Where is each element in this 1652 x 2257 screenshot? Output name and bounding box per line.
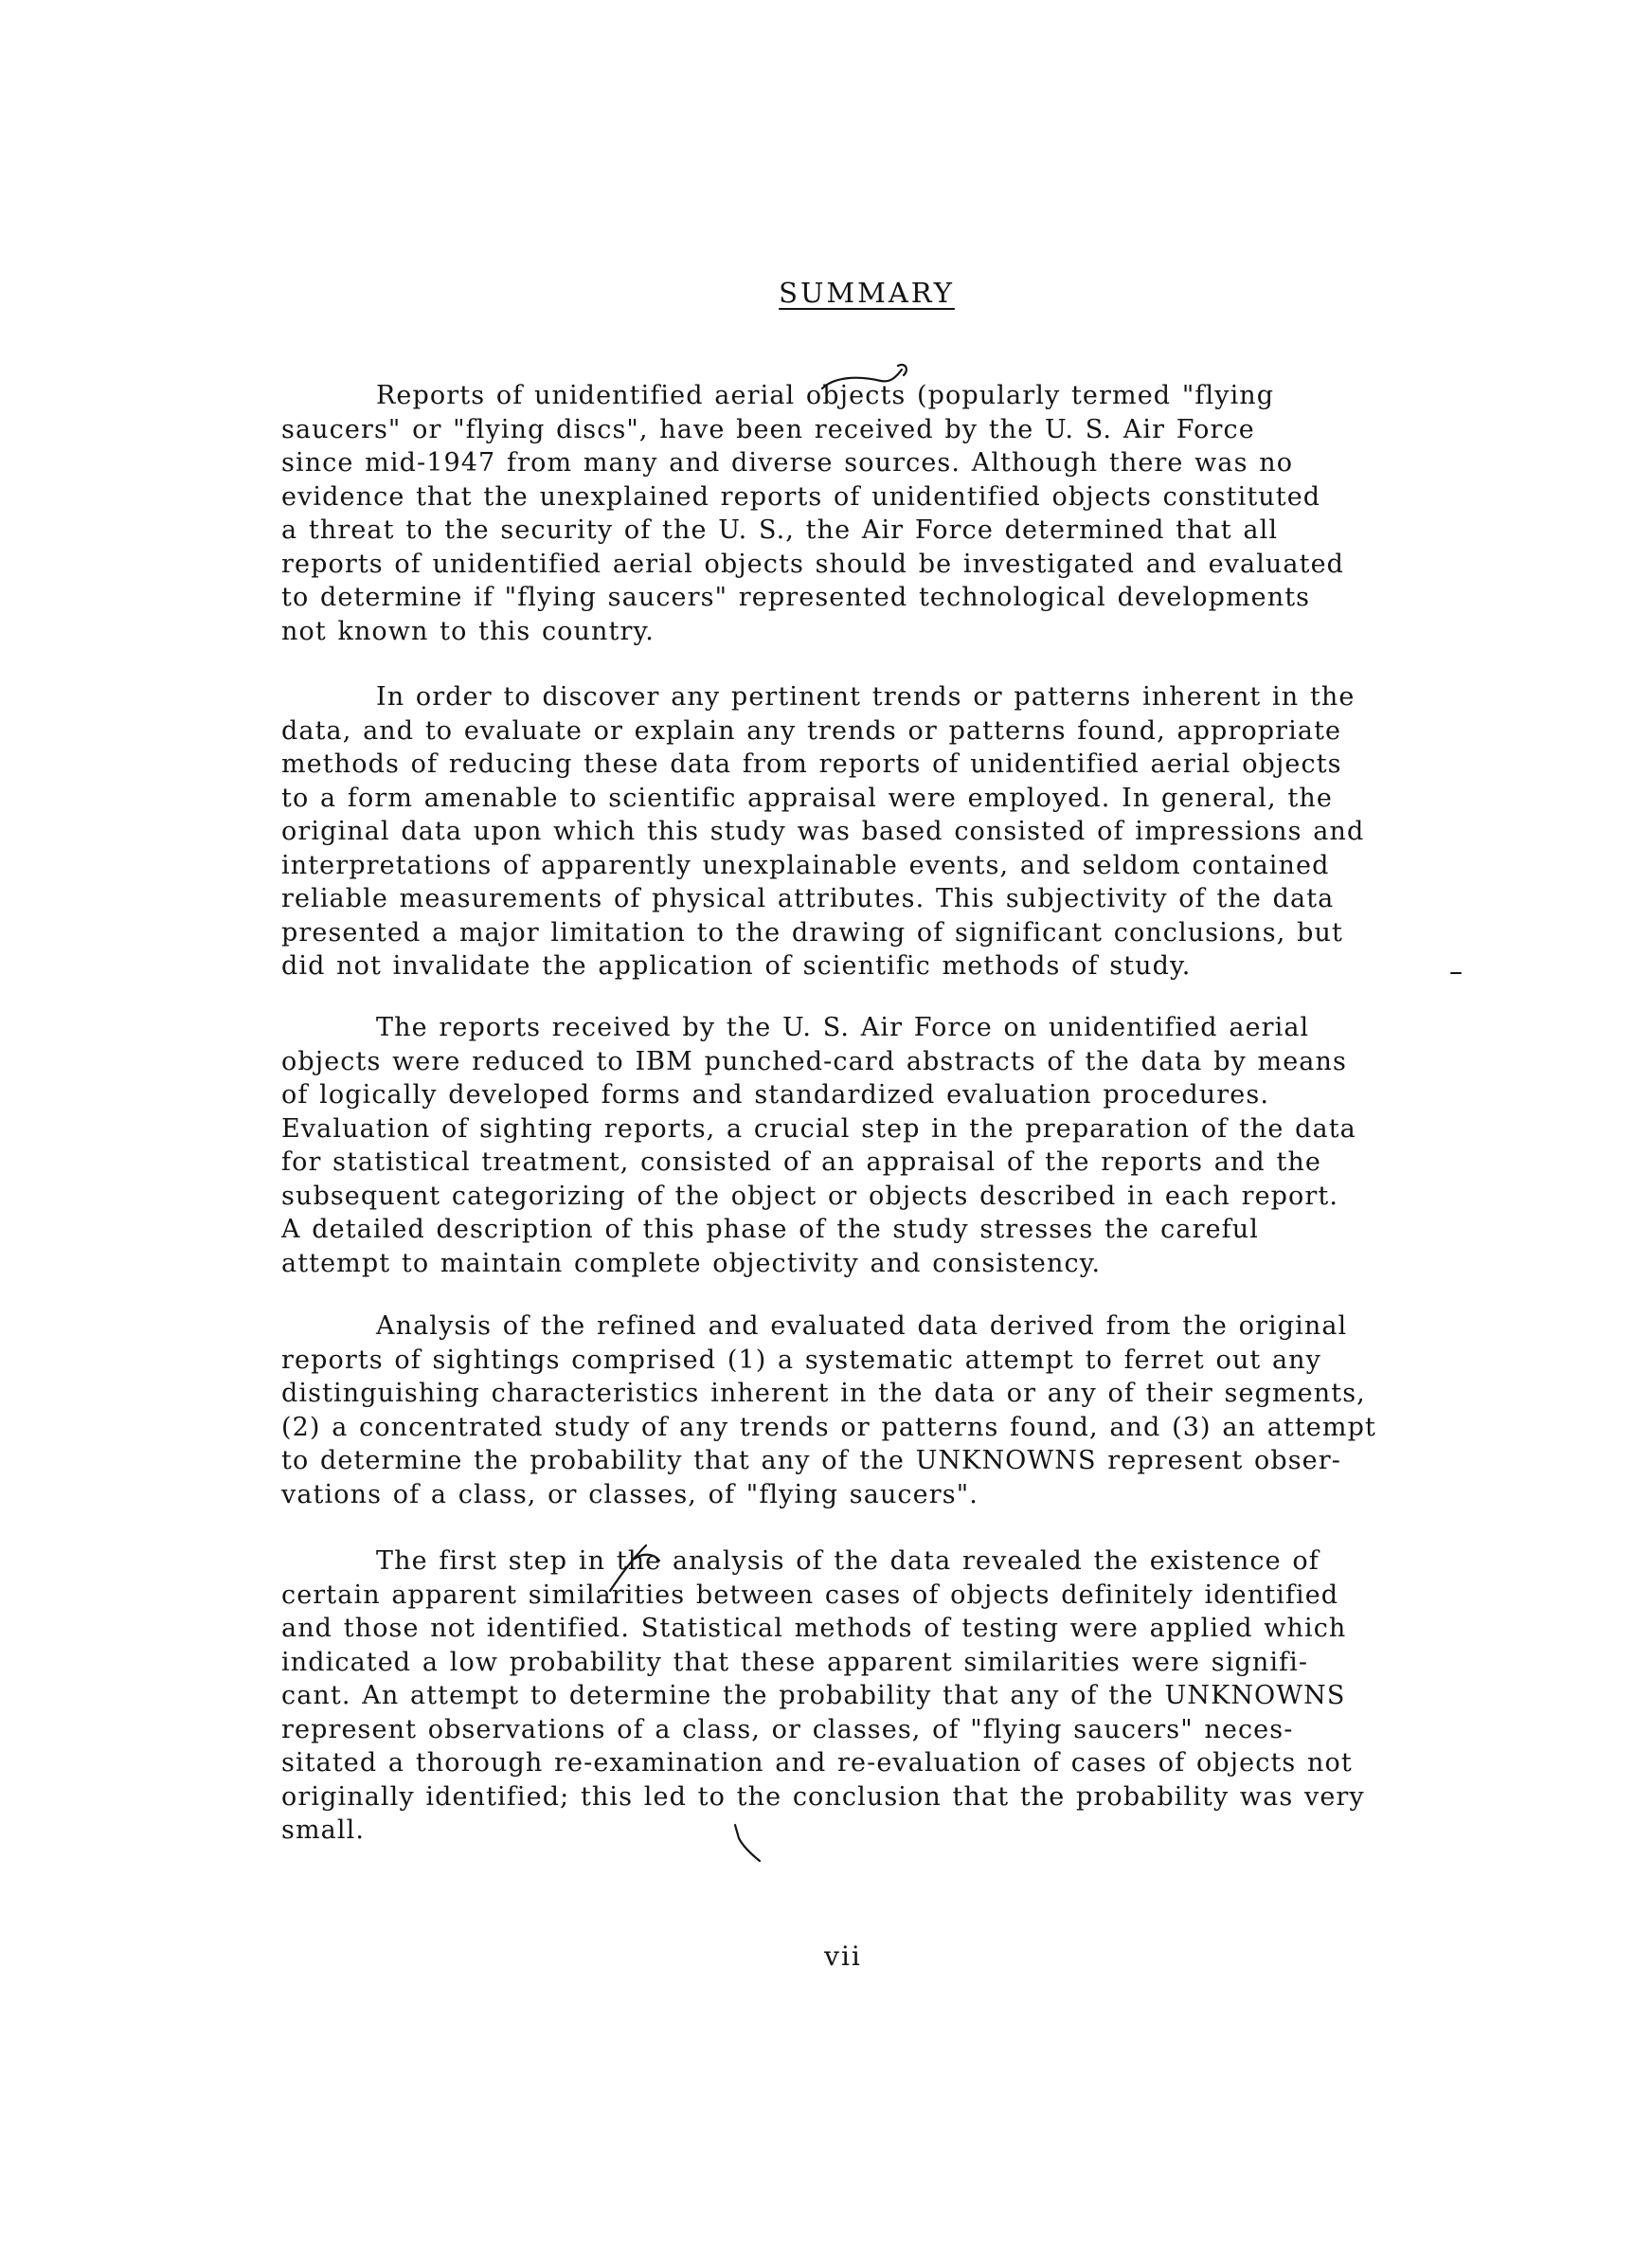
text-line: The reports received by the U. S. Air Force on unidentified aerial — [376, 1013, 1310, 1042]
text-line: presented a major limitation to the drawing of significant conclusions, but — [281, 917, 1343, 948]
text-line: to determine the probability that any of the UNKNOWNS represent obser- — [281, 1446, 1341, 1475]
text-line: a threat to the security of the U. S., the Air Force determined that all — [281, 515, 1279, 545]
text-line: interpretations of apparently unexplainable events, and seldom contained — [281, 850, 1330, 880]
text-line: saucers" or "flying discs", have been received by the U. S. Air Force — [281, 414, 1255, 444]
text-line: attempt to maintain complete objectivity and consistency. — [281, 1248, 1102, 1278]
text-line: to a form amenable to scientific appraisal were employed. In general, the — [281, 783, 1333, 813]
stray-dash-mark — [1449, 968, 1468, 978]
text-line: (2) a concentrated study of any trends or patterns found, and (3) an attempt — [281, 1412, 1376, 1442]
text-line: methods of reducing these data from reports of unidentified aerial objects — [281, 749, 1342, 779]
text-line: reports of sightings comprised (1) a systematic attempt to ferret out any — [281, 1345, 1322, 1375]
text-line: data, and to evaluate or explain any trends or patterns found, appropriate — [281, 715, 1342, 746]
text-line: subsequent categorizing of the object or objects described in each report. — [281, 1181, 1339, 1211]
text-line: sitated a thorough re-examination and re-evaluation of cases of objects not — [281, 1748, 1353, 1778]
page-number: vii — [824, 1941, 862, 1972]
text-line: not known to this country. — [281, 616, 655, 646]
text-line: reports of unidentified aerial objects should be investigated and evaluated — [281, 549, 1345, 579]
text-line: distinguishing characteristics inherent in the data or any of their segments, — [281, 1379, 1366, 1408]
page-title — [0, 277, 1652, 309]
text-line: to determine if "flying saucers" represented technological developments — [281, 583, 1311, 612]
text-line: originally identified; this led to the conclusion that the probability was very — [281, 1781, 1365, 1812]
text-line: certain apparent similarities between cases of objects definitely identified — [281, 1580, 1339, 1610]
text-line: for statistical treatment, consisted of an appraisal of the reports and the — [281, 1147, 1321, 1177]
text-line: original data upon which this study was based consisted of impressions and — [281, 817, 1365, 846]
paragraph-4 — [281, 1309, 1437, 1511]
paragraph-1 — [281, 379, 1437, 648]
text-line: evidence that the unexplained reports of unidentified objects constituted — [281, 481, 1321, 512]
text-line: reliable measurements of physical attributes. This subjectivity of the data — [281, 884, 1335, 913]
text-line: and those not identified. Statistical methods of testing were applied which — [281, 1614, 1347, 1643]
paragraph-2 — [281, 680, 1437, 984]
text-line: Analysis of the refined and evaluated data derived from the original — [376, 1311, 1348, 1341]
text-line: represent observations of a class, or classes, of "flying saucers" neces- — [281, 1714, 1294, 1744]
text-line: A detailed description of this phase of the study stresses the careful — [281, 1215, 1260, 1244]
text-line: The first step in the analysis of the data revealed the existence of — [376, 1546, 1320, 1576]
text-line: did not invalidate the application of scientific methods of study. — [281, 951, 1192, 981]
text-line: Reports of unidentified aerial objects (popularly termed "flying — [376, 381, 1275, 410]
paragraph-5 — [281, 1544, 1437, 1848]
text-line: In order to discover any pertinent trends or patterns inherent in the — [376, 682, 1356, 712]
text-line: since mid-1947 from many and diverse sources. Although there was no — [281, 448, 1294, 478]
text-line: objects were reduced to IBM punched-card abstracts of the data by means — [281, 1046, 1347, 1076]
text-line: small. — [281, 1815, 366, 1845]
text-line: of logically developed forms and standardized evaluation procedures. — [281, 1080, 1270, 1110]
text-line: cant. An attempt to determine the probability that any of the UNKNOWNS — [281, 1681, 1346, 1710]
paragraph-3 — [281, 1011, 1437, 1280]
text-line: Evaluation of sighting reports, a crucial step in the preparation of the data — [281, 1113, 1356, 1144]
text-line: indicated a low probability that these apparent similarities were signifi- — [281, 1647, 1309, 1677]
page-title-text: SUMMARY — [779, 277, 955, 309]
text-line: vations of a class, or classes, of "flying saucers". — [281, 1479, 979, 1509]
